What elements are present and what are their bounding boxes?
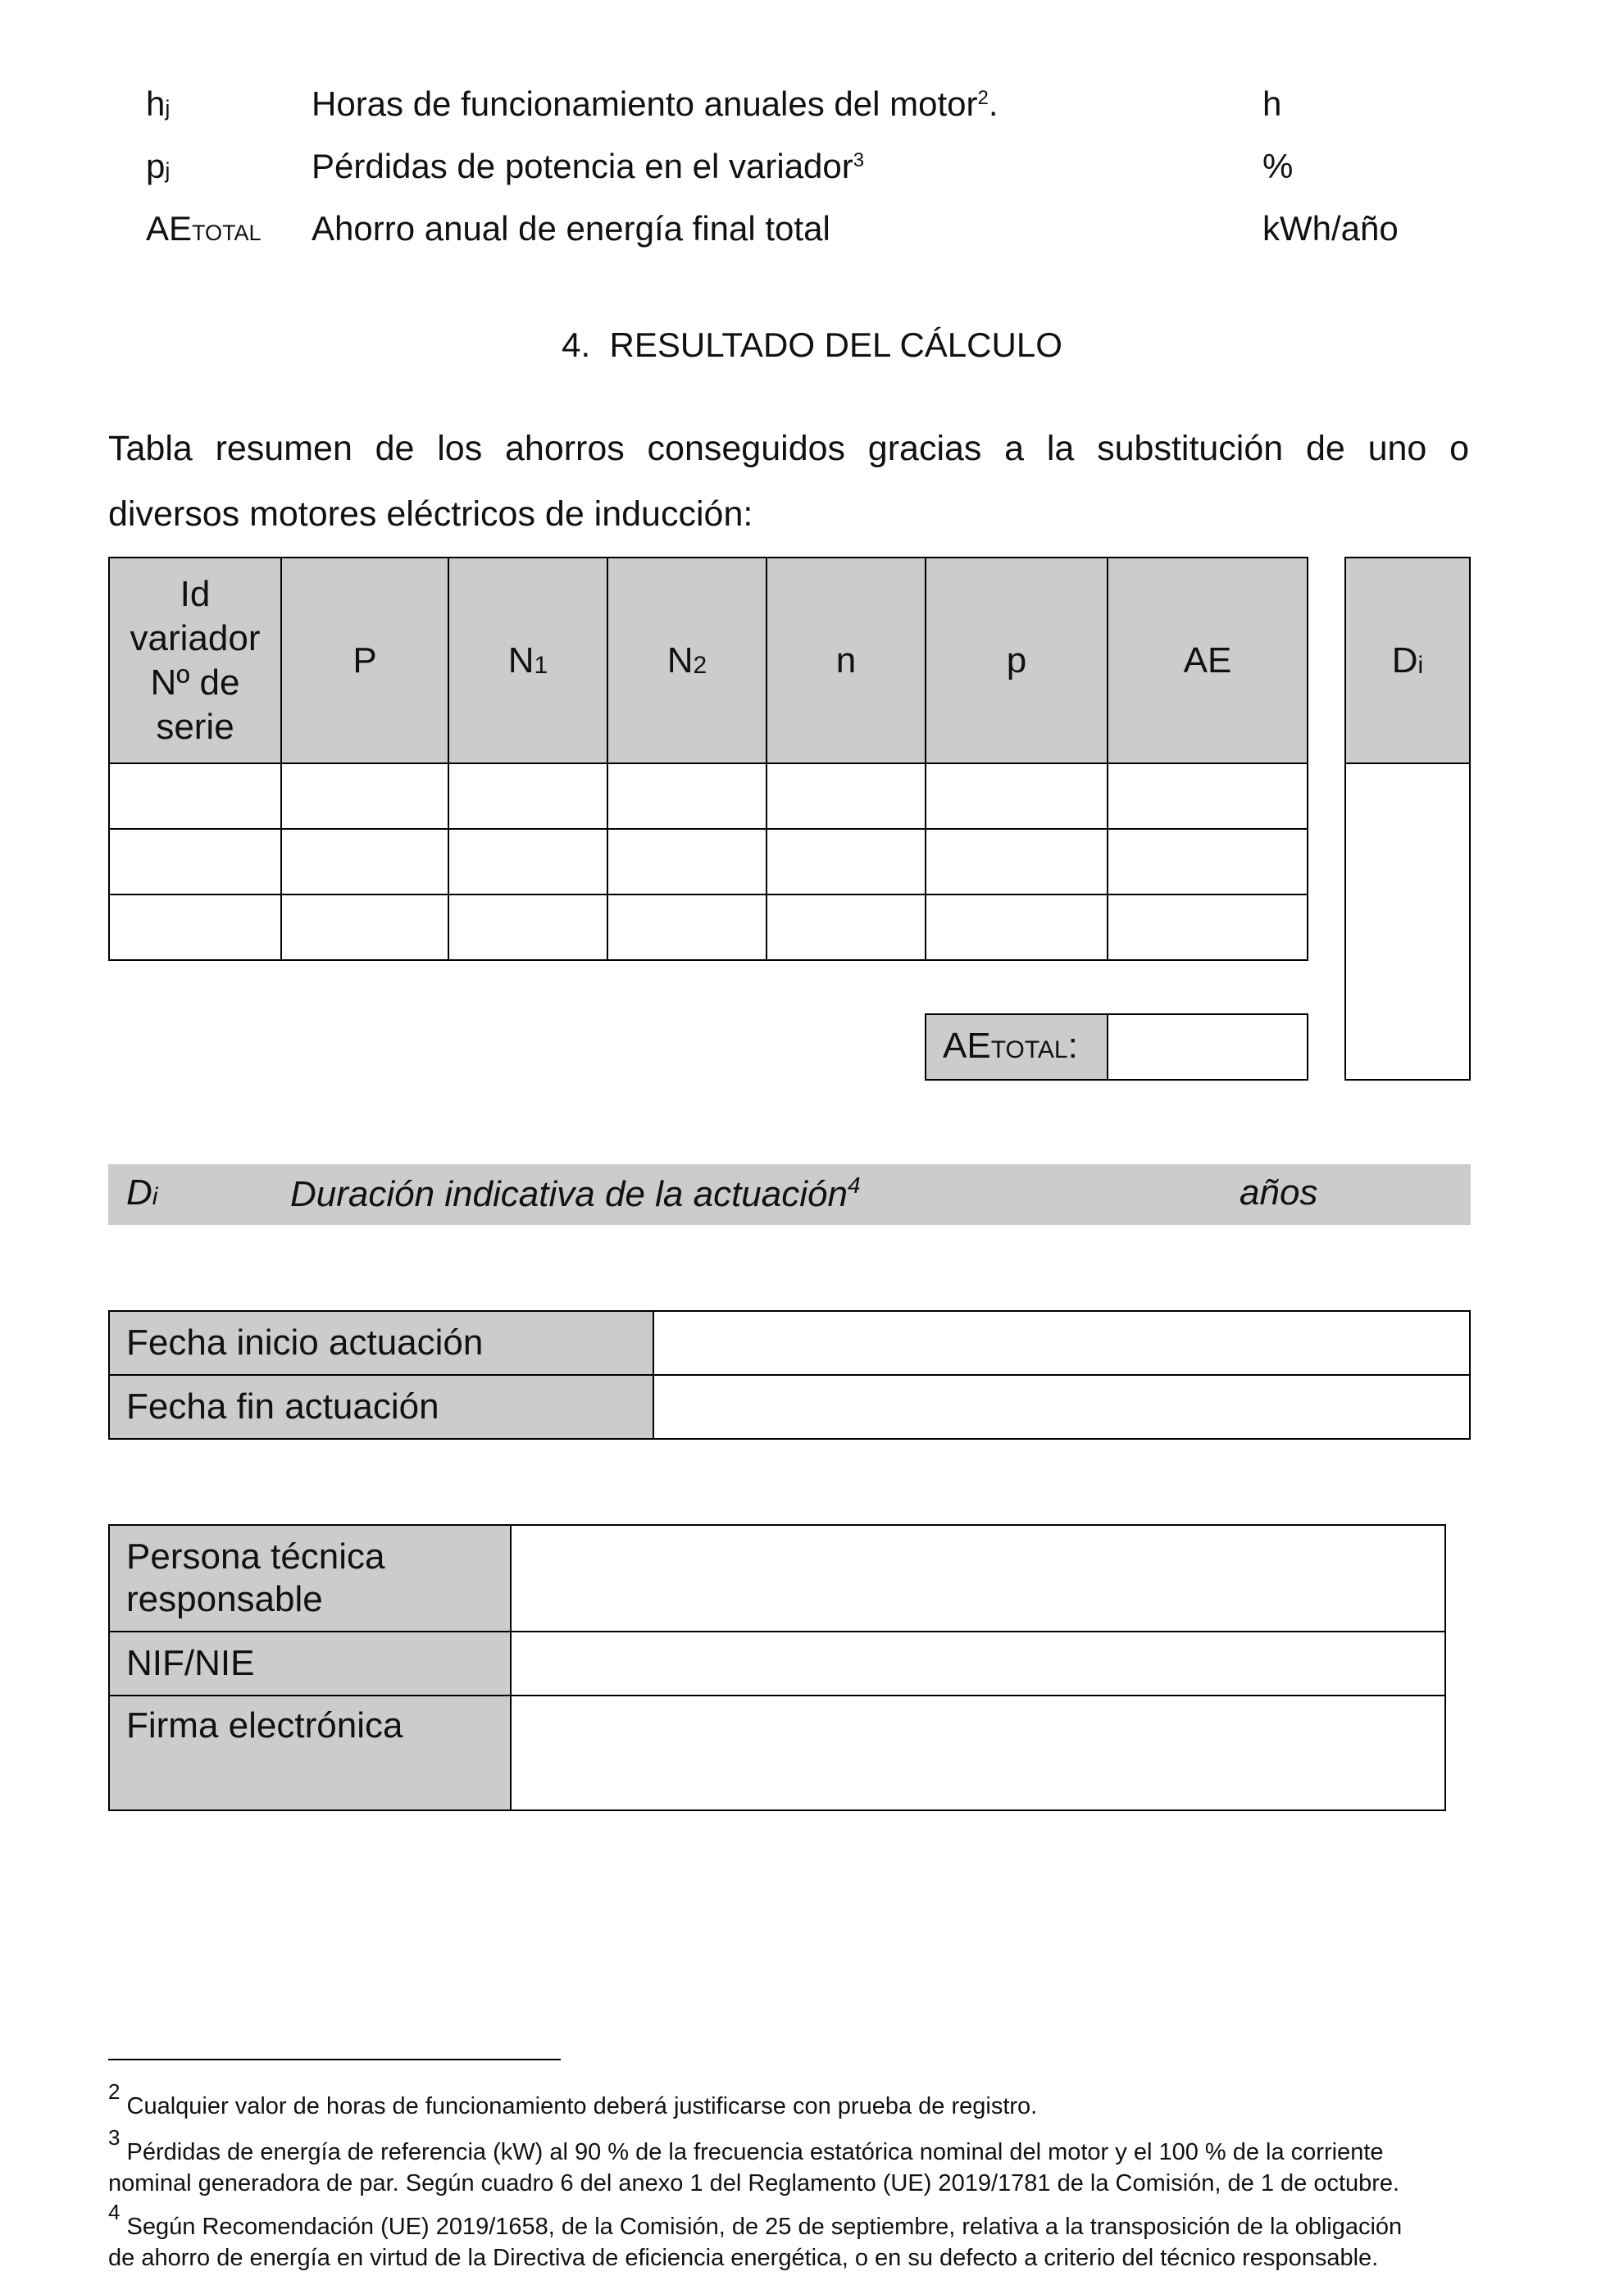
definition-description: Ahorro anual de energía final total: [312, 209, 830, 248]
table-cell[interactable]: [108, 762, 282, 830]
table-cell[interactable]: [925, 828, 1108, 895]
signature-field[interactable]: [510, 1695, 1446, 1811]
signature-label: Firma electrónica: [108, 1695, 512, 1811]
section-number: 4.: [562, 325, 591, 364]
duration-bar: [108, 1164, 1471, 1225]
header-id-line: Id: [180, 573, 211, 614]
header-id-line: Nº de: [150, 662, 240, 703]
end-date-field[interactable]: [653, 1374, 1471, 1440]
table-cell[interactable]: [280, 762, 449, 830]
footnote-2: $^2$ Cualquier valor de horas de funcionamiento deberá justificarse con prueba de registro.: [108, 2079, 1038, 2119]
definition-symbol: AETOTAL: [146, 209, 262, 248]
table-cell[interactable]: [925, 762, 1108, 830]
header-id-line: variador: [130, 617, 261, 658]
definition-description: Horas de funcionamiento anuales del motor$^2$.: [312, 84, 999, 123]
total-label: AETOTAL:: [925, 1013, 1108, 1081]
definition-unit: %: [1262, 147, 1294, 185]
header-id-line: serie: [156, 706, 234, 747]
footnote-separator: [108, 2059, 561, 2060]
table-cell[interactable]: [766, 894, 926, 961]
table-cell[interactable]: [1107, 828, 1308, 895]
header-id-variador: [108, 557, 282, 764]
nif-field[interactable]: [510, 1631, 1446, 1696]
table-cell[interactable]: [280, 828, 449, 895]
intro-paragraph-line2: diversos motores eléctricos de inducción:: [108, 494, 753, 534]
header-n: n: [766, 557, 926, 764]
header-p-upper: P: [280, 557, 449, 764]
technician-label: [108, 1524, 512, 1632]
table-cell[interactable]: [280, 894, 449, 961]
header-n2: N 2: [607, 557, 767, 764]
table-cell[interactable]: [607, 894, 767, 961]
duration-symbol: Di: [126, 1172, 158, 1213]
footnote-4-line2: de ahorro de energía en virtud de la Directiva de eficiencia energética, o en su defecto a criterio del técnico responsable.: [108, 2245, 1379, 2271]
technician-field[interactable]: [510, 1524, 1446, 1632]
header-p-lower: p: [925, 557, 1108, 764]
table-cell[interactable]: [607, 762, 767, 830]
footnote-4: $^4$ Según Recomendación (UE) 2019/1658, de la Comisión, de 25 de septiembre, relativa a la transposición de la obligación de ahorro de energía en virtud de la Directiva de eficiencia energética, o en su defecto a criterio del técnico responsable.: [108, 2196, 1469, 2274]
intro-paragraph-line1: Tabla resumen de los ahorros conseguidos gracias a la substitución de uno o: [108, 429, 1469, 468]
technician-label-line: Persona técnica: [126, 1536, 385, 1577]
table-cell[interactable]: [108, 828, 282, 895]
table-cell[interactable]: [766, 828, 926, 895]
table-cell[interactable]: [607, 828, 767, 895]
total-value[interactable]: [1107, 1013, 1308, 1081]
section-title: RESULTADO DEL CÁLCULO: [609, 325, 1062, 364]
header-n1: N 1: [448, 557, 608, 764]
technician-label-line: responsable: [126, 1579, 323, 1619]
table-cell[interactable]: [108, 894, 282, 961]
header-di: D i: [1344, 557, 1471, 764]
section-heading: [0, 325, 1624, 366]
footnote-3: $^3$ Pérdidas de energía de referencia (kW) al 90 % de la frecuencia estatórica nominal del motor y el 100 % de la corriente nominal generadora de par. Según cuadro 6 del anexo 1 del Reglamento (UE) 2019/1781 de la Comisión, de 1 de octubre.: [108, 2122, 1469, 2199]
definition-description: Pérdidas de potencia en el variador$^3$: [312, 147, 865, 185]
definition-unit: h: [1262, 84, 1282, 123]
end-date-label: Fecha fin actuación: [108, 1374, 654, 1440]
table-cell[interactable]: [1107, 762, 1308, 830]
header-ae: AE: [1107, 557, 1308, 764]
table-cell[interactable]: [448, 828, 608, 895]
table-cell[interactable]: [1107, 894, 1308, 961]
footnote-3-line2: nominal generadora de par. Según cuadro 6 del anexo 1 del Reglamento (UE) 2019/1781 de la Comisión, de 1 de octubre.: [108, 2170, 1400, 2196]
table-cell[interactable]: [766, 762, 926, 830]
definition-unit: kWh/año: [1262, 209, 1399, 248]
table-cell[interactable]: [448, 762, 608, 830]
table-cell[interactable]: [448, 894, 608, 961]
duration-description: Duración indicativa de la actuación$^4$: [290, 1172, 861, 1214]
definition-symbol: pj: [146, 147, 171, 185]
start-date-label: Fecha inicio actuación: [108, 1310, 654, 1376]
table-cell[interactable]: [925, 894, 1108, 961]
di-value[interactable]: [1344, 762, 1471, 1081]
nif-label: NIF/NIE: [108, 1631, 512, 1696]
definition-symbol: hj: [146, 84, 171, 123]
duration-unit: años: [1240, 1172, 1318, 1213]
start-date-field[interactable]: [653, 1310, 1471, 1376]
